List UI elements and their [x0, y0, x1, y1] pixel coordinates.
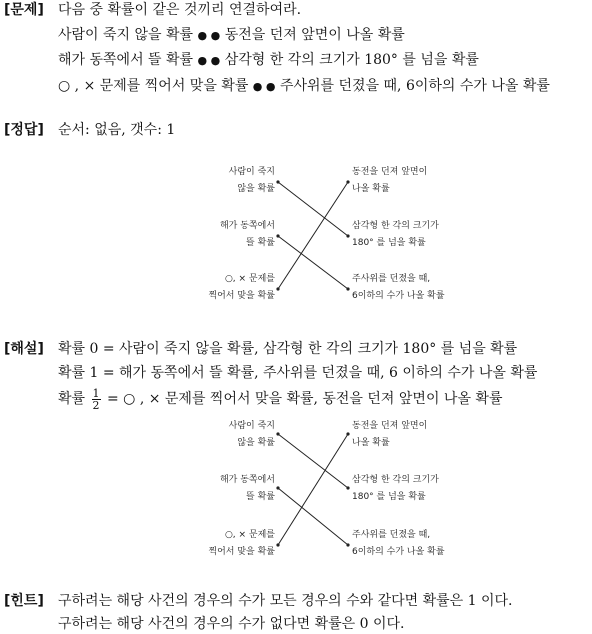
diagram-left-3b: 찍어서 맞을 확률 — [208, 291, 275, 301]
connector-dots: ● ● — [197, 54, 221, 67]
diagram-left-1a: 사람이 죽지 — [228, 167, 275, 177]
explanation-line-3-rest: = ○ , × 문제를 찍어서 맞을 확률, 동전을 던져 앞면이 나올 확률 — [106, 391, 503, 407]
explanation-line-2: 확률 1 = 해가 동쪽에서 뜰 확률, 주사위를 던졌을 때, 6 이하의 수가 나올 확률 — [58, 365, 538, 381]
diagram-right-2a: 삼각형 한 각의 크기가 — [352, 221, 439, 231]
row-left-text: 해가 동쪽에서 뜰 확률 — [58, 52, 194, 68]
diagram-left-2a: 해가 동쪽에서 — [219, 475, 275, 485]
diagram-right-1a: 동전을 던져 앞면이 — [352, 421, 428, 431]
match-line-3 — [278, 182, 348, 289]
diagram-right-1a: 동전을 던져 앞면이 — [352, 167, 428, 177]
diagram-left-1a: 사람이 죽지 — [228, 421, 275, 431]
problem-row-3 — [58, 76, 550, 97]
row-left-text: ○ , × 문제를 찍어서 맞을 확률 — [58, 78, 249, 94]
row-right-text: 주사위를 던졌을 때, 6이하의 수가 나올 확률 — [279, 78, 550, 94]
hint-tag: [힌트] — [4, 593, 44, 609]
diagram-right-2b: 180° 를 넘을 확률 — [352, 238, 426, 248]
matching-diagram-answer — [170, 158, 480, 308]
problem-prompt: 다음 중 확률이 같은 것끼리 연결하여라. — [58, 2, 302, 18]
row-right-text: 삼각형 한 각의 크기가 180° 를 넘을 확률 — [224, 52, 479, 68]
answer-text: 순서: 없음, 갯수: 1 — [58, 122, 176, 138]
diagram-left-2b: 뜰 확률 — [246, 492, 275, 502]
diagram-right-3b: 6이하의 수가 나올 확률 — [352, 291, 445, 301]
hint-line-1: 구하려는 해당 사건의 경우의 수가 모든 경우의 수와 같다면 확률은 1 이다. — [58, 593, 513, 609]
explanation-prob-label: 확률 — [58, 391, 86, 407]
connector-dots: ● ● — [197, 29, 221, 42]
diagram-left-1b: 않을 확률 — [237, 184, 275, 194]
hint-line-2: 구하려는 해당 사건의 경우의 수가 없다면 확률은 0 이다. — [58, 616, 405, 632]
diagram-right-2b: 180° 를 넘을 확률 — [352, 492, 426, 502]
diagram-left-2a: 해가 동쪽에서 — [219, 221, 275, 231]
match-line-2 — [278, 236, 348, 289]
diagram-left-1b: 않을 확률 — [237, 438, 275, 448]
fraction-denominator: 2 — [92, 398, 100, 412]
diagram-left-3a: ○, × 문제를 — [224, 274, 275, 284]
match-line-1 — [278, 182, 348, 236]
diagram-right-3a: 주사위를 던졌을 때, — [352, 530, 431, 540]
fraction-numerator: 1 — [92, 386, 100, 400]
diagram-left-3b: 찍어서 맞을 확률 — [208, 547, 275, 557]
diagram-right-3a: 주사위를 던졌을 때, — [352, 274, 431, 284]
explanation-line-3 — [58, 386, 502, 412]
match-line-1 — [278, 434, 348, 488]
row-left-text: 사람이 죽지 않을 확률 — [58, 27, 194, 43]
diagram-left-2b: 뜰 확률 — [246, 238, 275, 248]
explanation-line-1: 확률 0 = 사람이 죽지 않을 확률, 삼각형 한 각의 크기가 180° 를 넘을 확률 — [58, 341, 518, 357]
explanation-tag: [해설] — [4, 341, 44, 357]
diagram-right-1b: 나올 확률 — [352, 438, 390, 448]
diagram-right-1b: 나올 확률 — [352, 184, 390, 194]
problem-row-2 — [58, 50, 479, 71]
problem-row-1 — [58, 25, 405, 46]
answer-tag: [정답] — [4, 122, 44, 138]
problem-tag: [문제] — [4, 2, 44, 18]
diagram-right-3b: 6이하의 수가 나올 확률 — [352, 547, 445, 557]
row-right-text: 동전을 던져 앞면이 나올 확률 — [224, 27, 405, 43]
fraction-one-half — [92, 388, 101, 411]
connector-dots: ● ● — [252, 80, 276, 93]
diagram-left-3a: ○, × 문제를 — [224, 530, 275, 540]
match-line-3 — [278, 434, 348, 545]
match-line-2 — [278, 488, 348, 545]
matching-diagram-explanation — [170, 412, 480, 562]
diagram-right-2a: 삼각형 한 각의 크기가 — [352, 475, 439, 485]
